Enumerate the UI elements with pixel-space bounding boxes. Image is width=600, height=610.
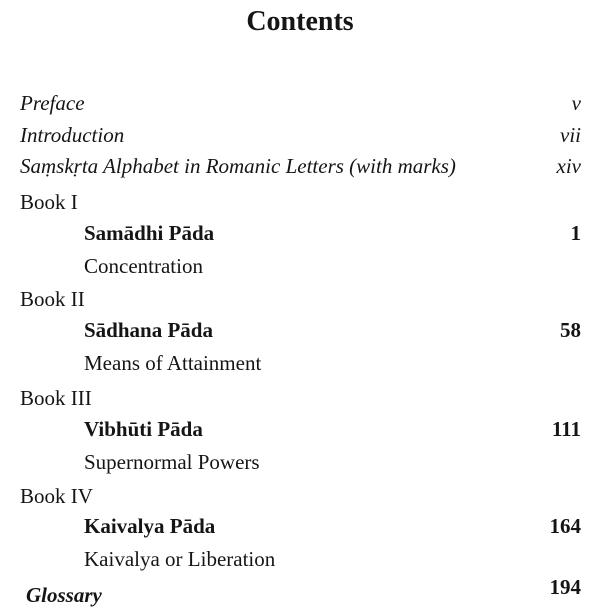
toc-entry-book-title [0,315,600,345]
toc-entry-preface [0,88,600,118]
toc-entry-book-title [0,218,600,248]
book-title: Sādhana Pāda [84,318,213,342]
book-subtitle: Means of Attainment [84,351,262,375]
book-label: Book II [20,287,85,311]
book-subtitle-row [0,447,600,477]
book-subtitle: Kaivalya or Liberation [84,547,276,571]
book-title: Samādhi Pāda [84,221,215,245]
book-title: Vibhūti Pāda [84,417,203,441]
entry-page-number: 58 [560,318,581,342]
book-subtitle-row [0,348,600,378]
book-heading [0,187,600,217]
entry-page-number: v [571,91,581,115]
book-label: Book III [20,386,92,410]
book-subtitle-row [0,544,600,574]
entry-label: Introduction [20,123,125,147]
book-heading [0,481,600,511]
toc-entry-introduction [0,120,600,150]
entry-label: Preface [20,91,85,115]
entry-page-number: 194 [549,575,581,599]
entry-label: Glossary [26,583,102,607]
book-subtitle: Concentration [84,254,203,278]
toc-entry-alphabet [0,151,600,181]
book-label: Book I [20,190,78,214]
entry-page-number: xiv [556,154,581,178]
entry-page-number: 1 [570,221,581,245]
book-subtitle-row [0,251,600,281]
toc-entry-glossary [0,575,600,610]
book-heading [0,284,600,314]
entry-page-number: vii [560,123,581,147]
book-title: Kaivalya Pāda [84,514,216,538]
book-label: Book IV [20,484,93,508]
book-subtitle: Supernormal Powers [84,450,260,474]
page-title: Contents [246,6,354,37]
toc-entry-book-title [0,414,600,444]
entry-page-number: 111 [551,417,581,441]
entry-page-number: 164 [549,514,581,538]
book-heading [0,383,600,413]
toc-entry-book-title [0,511,600,541]
entry-label: Saṃskṛta Alphabet in Romanic Letters (with marks) [20,154,456,178]
